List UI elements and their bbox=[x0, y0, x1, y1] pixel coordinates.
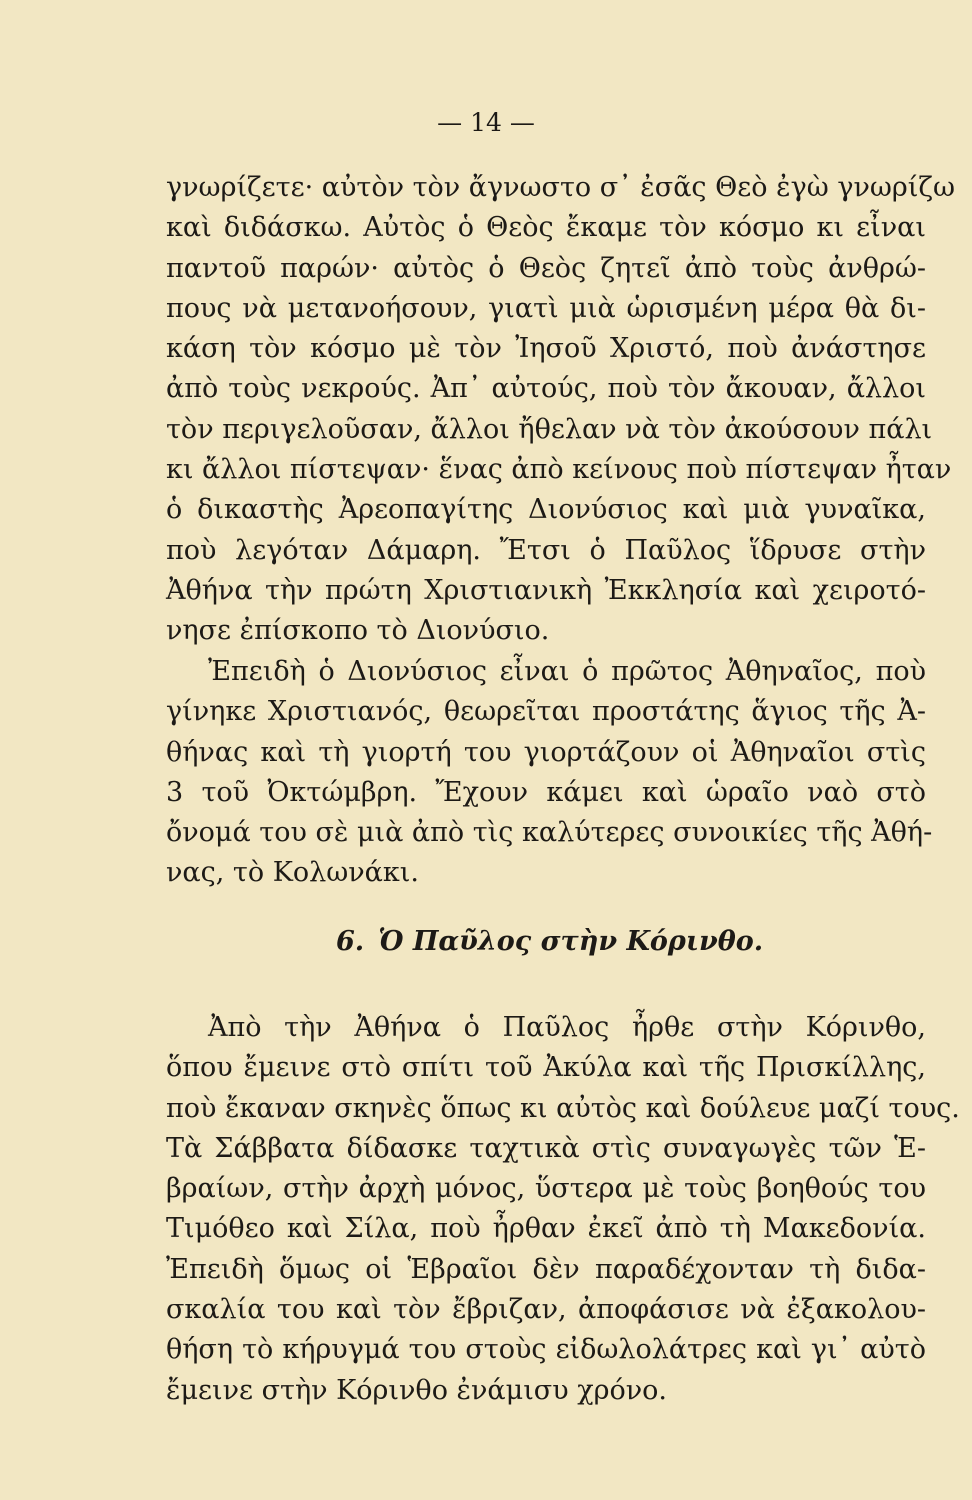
text-line: θήση τὸ κήρυγμά του στοὺς εἰδωλολάτρες καὶ γι᾽ αὐτὸ bbox=[166, 1334, 926, 1366]
section-title: Ὁ Παῦλος στὴν Κόρινθο. bbox=[378, 926, 764, 957]
section-heading bbox=[336, 926, 763, 957]
text-line: τὸν περιγελοῦσαν, ἄλλοι ἤθελαν νὰ τὸν ἀκούσουν πάλι bbox=[166, 413, 933, 445]
text-line: ἔμεινε στὴν Κόρινθο ἐνάμισυ χρόνο. bbox=[166, 1374, 667, 1406]
text-line: βραίων, στὴν ἀρχὴ μόνος, ὕστερα μὲ τοὺς βοηθούς του bbox=[166, 1173, 926, 1205]
text-line: καὶ διδάσκω. Αὐτὸς ὁ Θεὸς ἔκαμε τὸν κόσμο κι εἶναι bbox=[166, 212, 926, 244]
text-line: ποὺ ἔκαναν σκηνὲς ὅπως κι αὐτὸς καὶ δούλευε μαζί τους. bbox=[166, 1092, 960, 1124]
text-line: Ἐπειδὴ ὅμως οἱ Ἑβραῖοι δὲν παραδέχονταν τὴ διδα- bbox=[166, 1253, 926, 1285]
text-line: πους νὰ μετανοήσουν, γιατὶ μιὰ ὡρισμένη μέρα θὰ δι- bbox=[166, 292, 926, 324]
text-line: νησε ἐπίσκοπο τὸ Διονύσιο. bbox=[166, 615, 550, 647]
text-line: γνωρίζετε· αὐτὸν τὸν ἄγνωστο σ᾽ ἐσᾶς Θεὸ ἐγὼ γνωρίζω bbox=[166, 172, 955, 203]
text-line: 3 τοῦ Ὀκτώμβρη. Ἔχουν κάμει καὶ ὡραῖο ναὸ στὸ bbox=[166, 776, 926, 808]
text-line: ἀπὸ τοὺς νεκρούς. Ἀπ᾽ αὐτούς, ποὺ τὸν ἄκουαν, ἄλλοι bbox=[166, 373, 926, 405]
text-line: Ἐπειδὴ ὁ Διονύσιος εἶναι ὁ πρῶτος Ἀθηναῖος, ποὺ bbox=[208, 656, 926, 687]
paragraph-2 bbox=[166, 652, 933, 894]
text-line: κάση τὸν κόσμο μὲ τὸν Ἰησοῦ Χριστό, ποὺ ἀνάστησε bbox=[166, 333, 926, 365]
text-line: Τὰ Σάββατα δίδασκε ταχτικὰ στὶς συναγωγὲς τῶν Ἑ- bbox=[166, 1132, 926, 1164]
text-line: Τιμόθεο καὶ Σίλα, ποὺ ἦρθαν ἐκεῖ ἀπὸ τὴ Μακεδονία. bbox=[166, 1213, 926, 1245]
text-line: Ἀθήνα τὴν πρώτη Χριστιανικὴ Ἐκκλησία καὶ χειροτό- bbox=[166, 574, 926, 606]
text-line: σκαλία του καὶ τὸν ἔβριζαν, ἀποφάσισε νὰ ἐξακολου- bbox=[166, 1294, 926, 1326]
text-line: ὄνομά του σὲ μιὰ ἀπὸ τὶς καλύτερες συνοικίες τῆς Ἀθή- bbox=[166, 817, 933, 849]
paragraph-3 bbox=[166, 1008, 960, 1411]
paragraph-1 bbox=[166, 168, 955, 652]
text-line: ποὺ λεγόταν Δάμαρη. Ἔτσι ὁ Παῦλος ἵδρυσε στὴν bbox=[166, 534, 926, 566]
text-line: γίνηκε Χριστιανός, θεωρεῖται προστάτης ἅγιος τῆς Ἀ- bbox=[166, 696, 926, 728]
section-number: 6. bbox=[336, 926, 365, 957]
text-line: Ἀπὸ τὴν Ἀθήνα ὁ Παῦλος ἦρθε στὴν Κόρινθο, bbox=[208, 1012, 926, 1043]
text-line: παντοῦ παρών· αὐτὸς ὁ Θεὸς ζητεῖ ἀπὸ τοὺς ἀνθρώ- bbox=[166, 252, 926, 284]
text-line: ὁ δικαστὴς Ἀρεοπαγίτης Διονύσιος καὶ μιὰ γυναῖκα, bbox=[166, 494, 926, 526]
text-line: θήνας καὶ τὴ γιορτή του γιορτάζουν οἱ Ἀθηναῖοι στὶς bbox=[166, 736, 926, 768]
text-line: νας, τὸ Κολωνάκι. bbox=[166, 857, 419, 889]
text-line: κι ἄλλοι πίστεψαν· ἕνας ἀπὸ κείνους ποὺ πίστεψαν ἦταν bbox=[166, 454, 952, 486]
text-line: ὅπου ἔμεινε στὸ σπίτι τοῦ Ἀκύλα καὶ τῆς Πρισκίλλης, bbox=[166, 1052, 926, 1084]
page-number: — 14 — bbox=[437, 108, 535, 137]
